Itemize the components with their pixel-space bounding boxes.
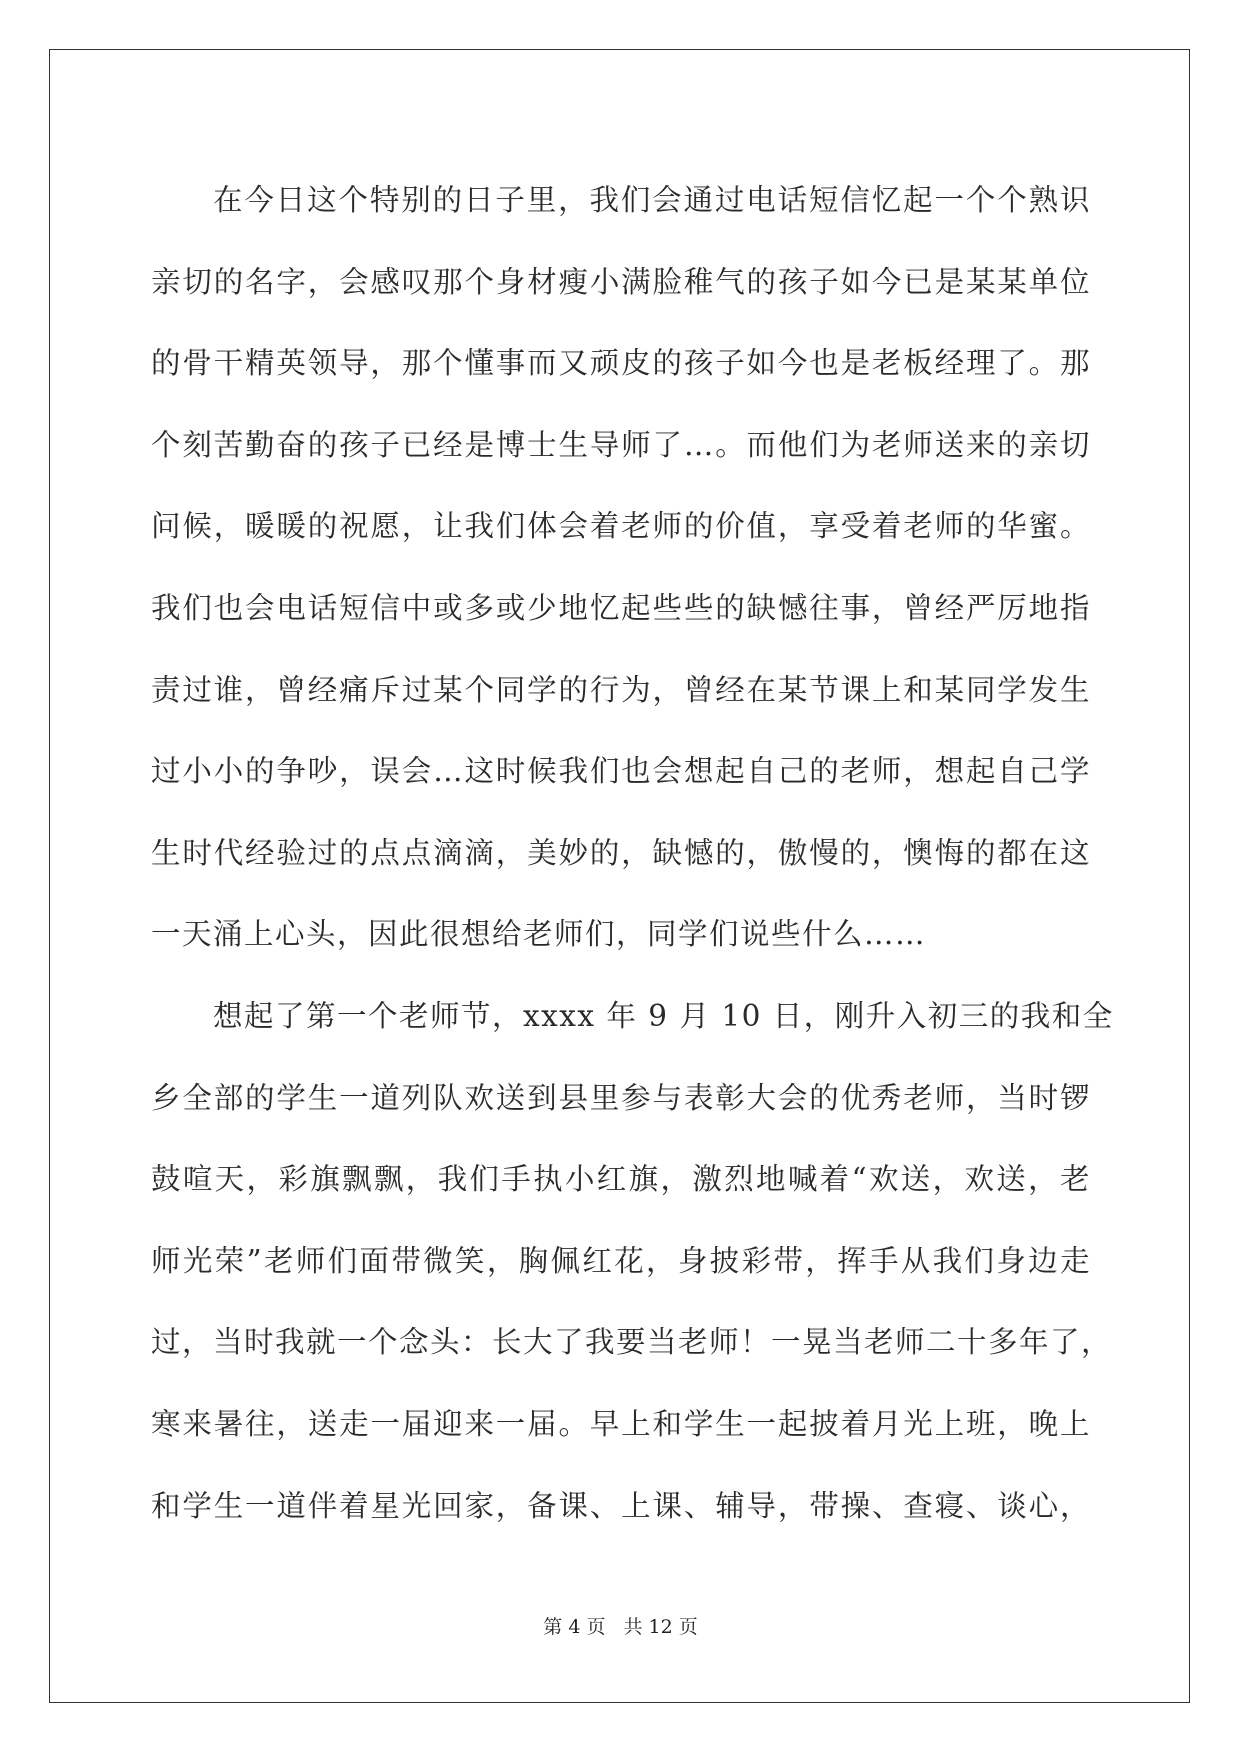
- paragraph-1-line-4: 个刻苦勤奋的孩子已经是博士生导师了…。而他们为老师送来的亲切: [151, 427, 1091, 462]
- paragraph-2-line-6: 寒来暑往，送走一届迎来一届。早上和学生一起披着月光上班，晚上: [151, 1406, 1091, 1441]
- paragraph-1-line-6: 我们也会电话短信中或多或少地忆起些些的缺憾往事，曾经严厉地指: [151, 590, 1091, 625]
- document-body: [151, 160, 1114, 1547]
- page-footer: [0, 1612, 1241, 1639]
- paragraph-1-line-9: 生时代经验过的点点滴滴，美妙的，缺憾的，傲慢的，懊悔的都在这: [151, 835, 1091, 870]
- paragraph-1-line-8: 过小小的争吵，误会…这时候我们也会想起自己的老师，想起自己学: [151, 754, 1091, 789]
- total-pages: 共 12 页: [623, 1616, 698, 1638]
- paragraph-2-line-3: 鼓喧天，彩旗飘飘，我们手执小红旗，激烈地喊着“欢送，欢送，老: [151, 1162, 1091, 1197]
- paragraph-1-line-7: 责过谁，曾经痛斥过某个同学的行为，曾经在某节课上和某同学发生: [151, 672, 1091, 707]
- paragraph-2-line-2: 乡全部的学生一道列队欢送到县里参与表彰大会的优秀老师，当时锣: [151, 1080, 1091, 1115]
- paragraph-1-line-5: 问候，暖暖的祝愿，让我们体会着老师的价值，享受着老师的华蜜。: [151, 509, 1091, 544]
- page-number: 第 4 页: [543, 1616, 606, 1638]
- paragraph-2-line-7: 和学生一道伴着星光回家，备课、上课、辅导，带操、查寝、谈心，: [151, 1488, 1091, 1523]
- paragraph-1-line-3: 的骨干精英领导，那个懂事而又顽皮的孩子如今也是老板经理了。那: [151, 346, 1091, 381]
- paragraph-2-line-5: 过，当时我就一个念头：长大了我要当老师！一晃当老师二十多年了，: [151, 1325, 1113, 1360]
- paragraph-2-line-4: 师光荣”老师们面带微笑，胸佩红花，身披彩带，挥手从我们身边走: [151, 1243, 1091, 1278]
- paragraph-1-line-1: 在今日这个特别的日子里，我们会通过电话短信忆起一个个熟识: [213, 183, 1091, 217]
- paragraph-1-line-10: 一天涌上心头，因此很想给老师们，同学们说些什么……: [151, 917, 927, 952]
- paragraph-2-line-1: 想起了第一个老师节，xxxx 年 9 月 10 日，刚升入初三的我和全: [213, 998, 1114, 1033]
- paragraph-1-line-2: 亲切的名字，会感叹那个身材瘦小满脸稚气的孩子如今已是某某单位: [151, 264, 1091, 299]
